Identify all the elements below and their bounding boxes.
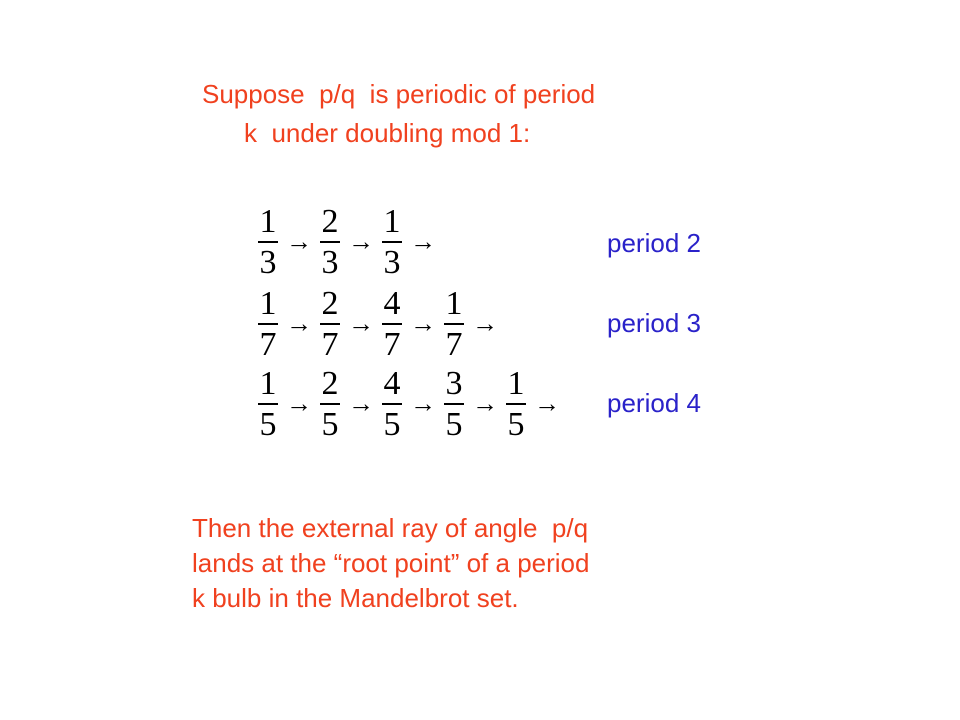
fraction-denominator: 5 — [383, 405, 401, 443]
fraction-denominator: 5 — [321, 405, 339, 443]
fraction-denominator: 5 — [445, 405, 463, 443]
fraction — [378, 202, 406, 281]
fraction-numerator: 4 — [383, 364, 401, 402]
fraction-bar — [258, 403, 278, 405]
fraction-denominator: 7 — [259, 325, 277, 363]
sequence-row — [254, 366, 564, 442]
fraction-denominator: 3 — [321, 243, 339, 281]
period-label-4: period 4 — [607, 388, 701, 418]
fraction-numerator: 2 — [321, 364, 339, 402]
arrow-right-icon: → — [472, 309, 498, 338]
period-label-3: period 3 — [607, 308, 701, 338]
conclusion-line-2: lands at the “root point” of a period — [192, 548, 590, 578]
fraction — [254, 364, 282, 443]
fraction-numerator: 1 — [259, 202, 277, 240]
sequence-row — [254, 286, 502, 362]
fraction-numerator: 2 — [321, 202, 339, 240]
arrow-right-icon: → — [348, 227, 374, 256]
fraction-numerator: 4 — [383, 284, 401, 322]
arrow-right-icon: → — [348, 389, 374, 418]
fraction-bar — [320, 403, 340, 405]
fraction-numerator: 1 — [445, 284, 463, 322]
arrow-right-icon: → — [410, 309, 436, 338]
fraction-denominator: 5 — [507, 405, 525, 443]
conclusion-line-1: Then the external ray of angle p/q — [192, 513, 589, 543]
period-label-2: period 2 — [607, 228, 701, 258]
intro-line-1: Suppose p/q is periodic of period — [202, 79, 596, 109]
fraction — [440, 364, 468, 443]
fraction — [378, 284, 406, 363]
fraction-denominator: 3 — [259, 243, 277, 281]
fraction — [254, 202, 282, 281]
fraction-denominator: 7 — [445, 325, 463, 363]
fraction-bar — [382, 241, 402, 243]
conclusion-line-3: k bulb in the Mandelbrot set. — [192, 583, 519, 613]
fraction — [316, 202, 344, 281]
fraction-numerator: 1 — [259, 284, 277, 322]
arrow-right-icon: → — [410, 389, 436, 418]
fraction-bar — [444, 403, 464, 405]
fraction-denominator: 3 — [383, 243, 401, 281]
fraction-denominator: 5 — [259, 405, 277, 443]
sequence-row — [254, 204, 440, 280]
arrow-right-icon: → — [410, 227, 436, 256]
fraction — [440, 284, 468, 363]
fraction-bar — [382, 403, 402, 405]
fraction-numerator: 1 — [259, 364, 277, 402]
fraction-bar — [320, 323, 340, 325]
fraction-bar — [444, 323, 464, 325]
fraction-numerator: 3 — [445, 364, 463, 402]
arrow-right-icon: → — [286, 309, 312, 338]
fraction-denominator: 7 — [321, 325, 339, 363]
arrow-right-icon: → — [534, 389, 560, 418]
fraction — [316, 364, 344, 443]
arrow-right-icon: → — [348, 309, 374, 338]
fraction — [254, 284, 282, 363]
fraction-bar — [258, 323, 278, 325]
fraction-denominator: 7 — [383, 325, 401, 363]
fraction-numerator: 1 — [507, 364, 525, 402]
arrow-right-icon: → — [472, 389, 498, 418]
fraction-numerator: 1 — [383, 202, 401, 240]
arrow-right-icon: → — [286, 227, 312, 256]
intro-line-2: k under doubling mod 1: — [244, 118, 531, 148]
fraction-bar — [382, 323, 402, 325]
fraction — [502, 364, 530, 443]
fraction-bar — [320, 241, 340, 243]
fraction-numerator: 2 — [321, 284, 339, 322]
fraction — [316, 284, 344, 363]
fraction — [378, 364, 406, 443]
arrow-right-icon: → — [286, 389, 312, 418]
fraction-bar — [258, 241, 278, 243]
fraction-bar — [506, 403, 526, 405]
